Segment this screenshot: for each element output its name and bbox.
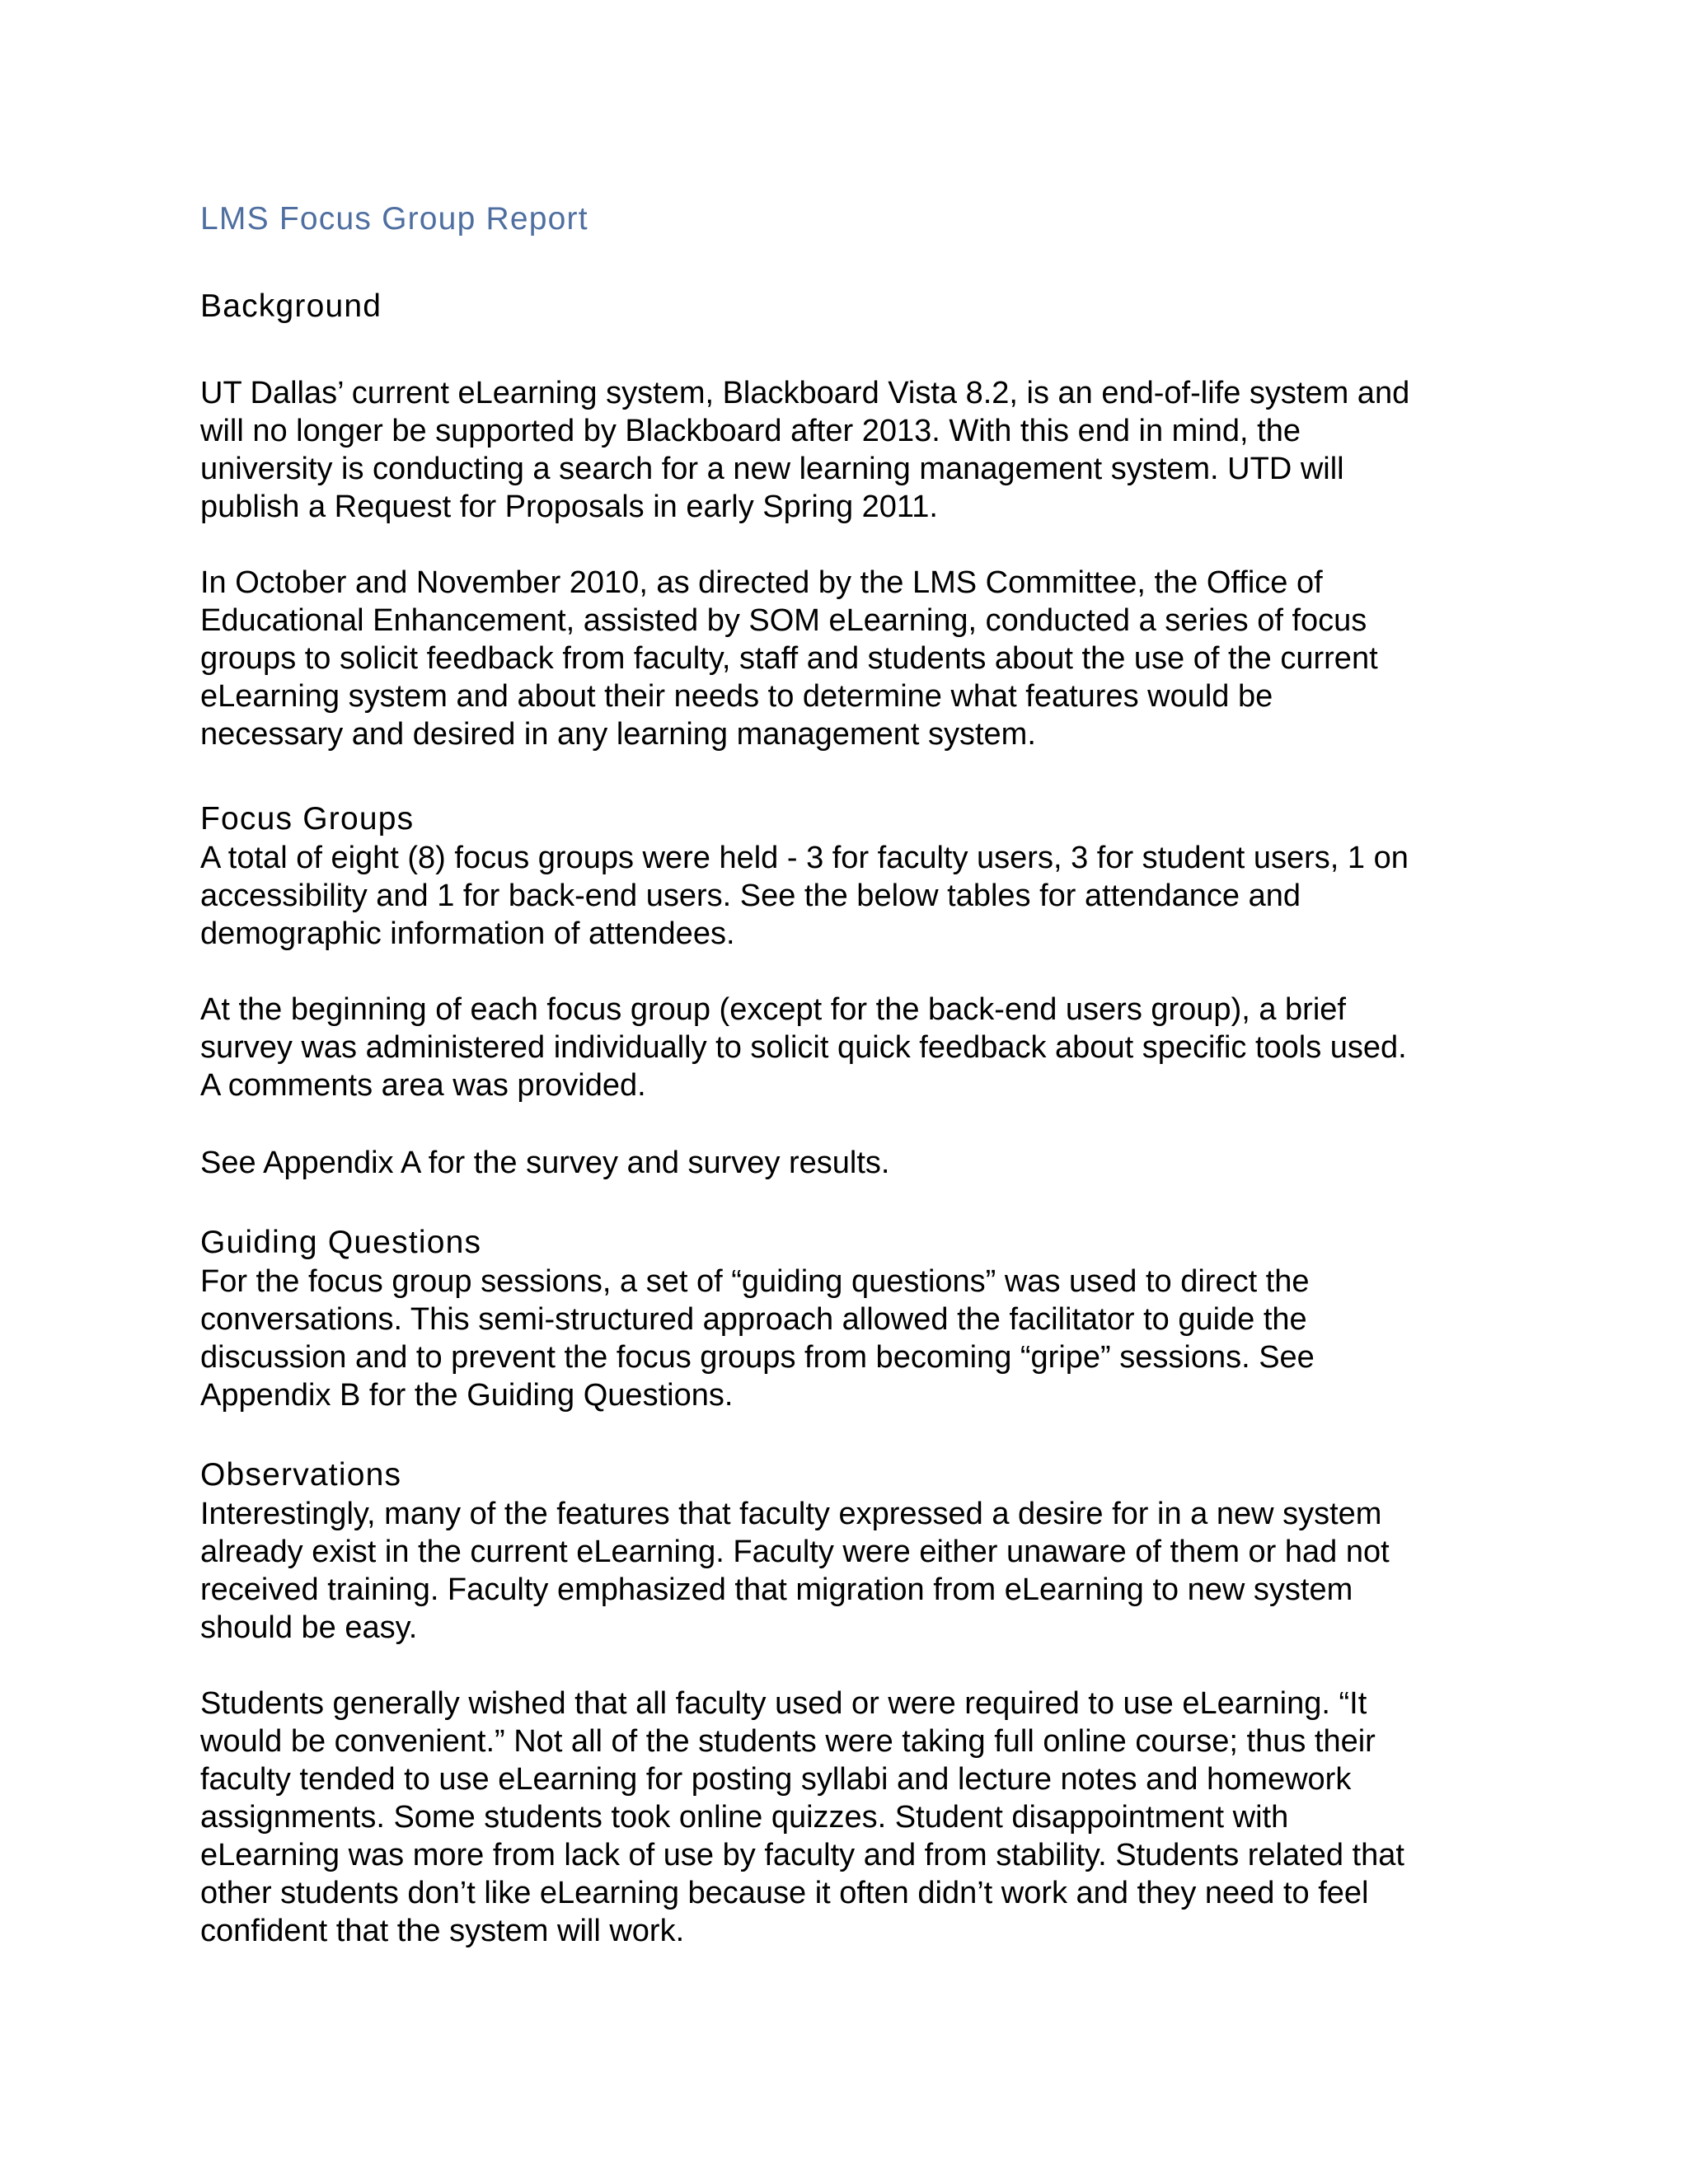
text-line: Interestingly, many of the features that faculty expressed a desire for in a new system	[200, 1497, 1382, 1531]
text-line: survey was administered individually to solicit quick feedback about specific tools used.	[200, 1030, 1407, 1065]
text-line: already exist in the current eLearning. Faculty were either unaware of them or had not	[200, 1535, 1390, 1569]
text-line: confident that the system will work.	[200, 1914, 685, 1948]
text-line: should be easy.	[200, 1610, 418, 1645]
text-line: conversations. This semi-structured approach allowed the facilitator to guide the	[200, 1302, 1307, 1337]
section-heading-guiding-questions: Guiding Questions	[200, 1225, 482, 1260]
text-line: discussion and to prevent the focus groups from becoming “gripe” sessions. See	[200, 1340, 1315, 1375]
text-line: See Appendix A for the survey and survey results.	[200, 1146, 890, 1180]
section-heading-focus-groups: Focus Groups	[200, 801, 415, 837]
section-heading-observations: Observations	[200, 1457, 402, 1493]
text-line: Educational Enhancement, assisted by SOM eLearning, conducted a series of focus	[200, 603, 1367, 638]
text-line: Appendix B for the Guiding Questions.	[200, 1378, 734, 1413]
paragraph-observations-2	[200, 1685, 1404, 1950]
text-line: UT Dallas’ current eLearning system, Blackboard Vista 8.2, is an end-of-life system and	[200, 376, 1410, 410]
text-line: At the beginning of each focus group (except for the back-end users group), a brief	[200, 992, 1346, 1027]
paragraph-guiding-questions-1	[200, 1263, 1315, 1414]
text-line: eLearning was more from lack of use by faculty and from stability. Students related that	[200, 1838, 1404, 1872]
text-line: university is conducting a search for a new learning management system. UTD will	[200, 452, 1344, 486]
text-line: groups to solicit feedback from faculty, staff and students about the use of the current	[200, 641, 1378, 676]
text-line: eLearning system and about their needs to determine what features would be	[200, 679, 1273, 714]
document-title: LMS Focus Group Report	[200, 201, 588, 237]
paragraph-background-2	[200, 564, 1378, 753]
text-line: demographic information of attendees.	[200, 916, 735, 951]
text-line: Students generally wished that all faculty used or were required to use eLearning. “It	[200, 1686, 1367, 1721]
text-line: A comments area was provided.	[200, 1068, 646, 1103]
text-line: necessary and desired in any learning management system.	[200, 717, 1036, 752]
text-line: publish a Request for Proposals in early Spring 2011.	[200, 490, 938, 524]
text-line: assignments. Some students took online quizzes. Student disappointment with	[200, 1800, 1289, 1835]
text-line: would be convenient.” Not all of the students were taking full online course; thus their	[200, 1724, 1376, 1759]
text-line: In October and November 2010, as directed by the LMS Committee, the Office of	[200, 565, 1323, 600]
text-line: A total of eight (8) focus groups were held - 3 for faculty users, 3 for student users, 1 on	[200, 841, 1409, 875]
text-line: will no longer be supported by Blackboard after 2013. With this end in mind, the	[200, 414, 1301, 448]
text-line: other students don’t like eLearning because it often didn’t work and they need to feel	[200, 1876, 1369, 1910]
paragraph-observations-1	[200, 1495, 1390, 1647]
text-line: For the focus group sessions, a set of “guiding questions” was used to direct the	[200, 1264, 1310, 1299]
paragraph-focus-groups-2	[200, 991, 1407, 1104]
text-line: received training. Faculty emphasized that migration from eLearning to new system	[200, 1572, 1353, 1607]
paragraph-focus-groups-3	[200, 1144, 889, 1182]
section-heading-background: Background	[200, 288, 382, 324]
text-line: faculty tended to use eLearning for posting syllabi and lecture notes and homework	[200, 1762, 1352, 1797]
paragraph-focus-groups-1	[200, 839, 1409, 953]
text-line: accessibility and 1 for back-end users. See the below tables for attendance and	[200, 879, 1301, 913]
paragraph-background-1	[200, 374, 1409, 526]
